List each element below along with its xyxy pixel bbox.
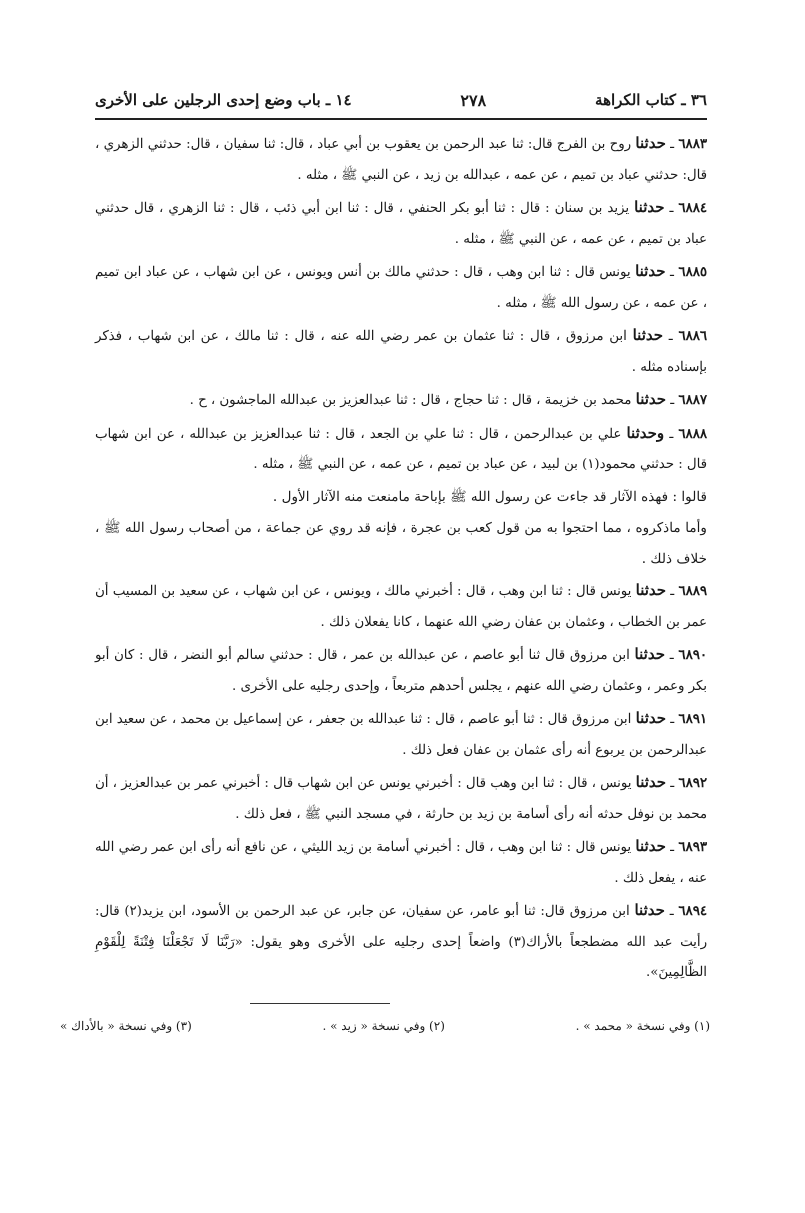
hadith-text: ابن مرزوق ، قال : ثنا عثمان بن عمر رضي الله عنه ، قال : ثنا مالك ، عن ابن شهاب ، فذكر بإسناده مثله . [95, 329, 707, 375]
hadith-number: ٦٨٨٨ [678, 426, 707, 442]
hadith-text: محمد بن خزيمة ، قال : ثنا حجاج ، قال : ثنا عبدالعزيز بن عبدالله الماجشون ، ح . [189, 393, 632, 408]
hadith-number: ٦٨٩٤ [678, 904, 707, 919]
hadith-opening: وحدثنا [626, 423, 665, 442]
hadith-text: يزيد بن سنان : قال : ثنا أبو بكر الحنفي ، قال : ثنا ابن أبي ذئب ، قال : ثنا الزهري ، قال حدثني عباد بن تميم ، عن عمه ، عن النبي ﷺ ، مثله . [95, 201, 707, 247]
hadith-6885: ٦٨٨٥ ـ حدثنا يونس قال : ثنا ابن وهب ، قال : حدثني مالك بن أنس ويونس ، عن ابن شهاب ، عن عباد ابن تميم ، عن عمه ، عن رسول الله ﷺ ، مثله . [95, 262, 707, 311]
hadith-number: ٦٨٨٦ [678, 329, 708, 344]
hadith-opening: حدثنا [635, 773, 667, 791]
hadith-6887: ٦٨٨٧ ـ حدثنا محمد بن خزيمة ، قال : ثنا حجاج ، قال : ثنا عبدالعزيز بن عبدالله الماجشون ، ح . [189, 390, 707, 408]
hadith-opening: حدثنا [635, 134, 666, 152]
hadith-number: ٦٨٩٢ [678, 776, 707, 791]
chapter-title: ٣٦ ـ كتاب الكراهة [595, 91, 707, 109]
hadith-6893: ٦٨٩٣ ـ حدثنا يونس قال : ثنا ابن وهب ، قال : أخبرني أسامة بن زيد الليثي ، عن نافع أنه رأى ابن عمر رضي الله عنه ، يفعل ذلك . [95, 837, 707, 886]
hadith-number: ٦٨٨٥ [678, 265, 707, 280]
commentary-paragraph: وأما ماذكروه ، مما احتجوا به من قول كعب بن عجرة ، فإنه قد روي عن جماعة ، من أصحاب رسول الله ﷺ ، خلاف ذلك . [95, 520, 707, 567]
page-header [95, 86, 707, 114]
hadith-number: ٦٨٨٣ [678, 137, 707, 152]
hadith-text: يونس قال : ثنا ابن وهب ، قال : حدثني مالك بن أنس ويونس ، عن ابن شهاب ، عن عباد ابن تميم ، عن عمه ، عن رسول الله ﷺ ، مثله . [95, 265, 707, 311]
commentary-paragraph: قالوا : فهذه الآثار قد جاءت عن رسول الله ﷺ بإباحة مامنعت منه الآثار الأول . [272, 488, 707, 505]
hadith-6883: ٦٨٨٣ ـ حدثنا روح بن الفرج قال: ثنا عبد الرحمن بن يعقوب بن أبي عباد ، قال: ثنا سفيان ، قال: حدثني الزهري ، قال: حدثني عباد بن تميم ، عن عمه ، عبدالله بن زيد ، عن النبي ﷺ ، مثله . [95, 134, 707, 183]
footnotes [60, 1014, 710, 1038]
hadith-text: ابن مرزوق قال : ثنا أبو عاصم ، قال : ثنا عبدالله بن جعفر ، عن إسماعيل بن محمد ، عن سعيد ابن عبدالرحمن بن يربوع أنه رأى عثمان بن عفان فعل ذلك . [95, 712, 707, 758]
hadith-number: ٦٨٩١ [678, 712, 707, 727]
hadith-number: ٦٨٩٠ [678, 648, 707, 663]
hadith-text: ابن مرزوق قال: ثنا أبو عامر، عن سفيان، عن جابر، عن عبد الرحمن بن الأسود، ابن يزيد(٢) قال: رأيت عبد الله مضطجعاً بالأراك(٣) واضعاً إحدى رجليه على الأخرى وهو يقول: «رَبَّنَا لَا تَجْعَلْنَا فِتْنَةً لِلْقَوْمِ الظَّالِمِينَ». [95, 904, 707, 980]
footnote-3: (٣) وفي نسخة « بالأداك » [60, 1019, 192, 1033]
hadith-opening: حدثنا [634, 901, 665, 919]
hadith-6884: ٦٨٨٤ ـ حدثنا يزيد بن سنان : قال : ثنا أبو بكر الحنفي ، قال : ثنا ابن أبي ذئب ، قال : ثنا الزهري ، قال حدثني عباد بن تميم ، عن عمه ، عن النبي ﷺ ، مثله . [95, 198, 707, 247]
hadith-opening: حدثنا [634, 645, 665, 663]
section-title: ١٤ ـ باب وضع إحدى الرجلين على الأخرى [95, 91, 352, 109]
hadith-6891: ٦٨٩١ ـ حدثنا ابن مرزوق قال : ثنا أبو عاصم ، قال : ثنا عبدالله بن جعفر ، عن إسماعيل بن محمد ، عن سعيد ابن عبدالرحمن بن يربوع أنه رأى عثمان بن عفان فعل ذلك . [95, 709, 707, 758]
hadith-6888: ٦٨٨٨ ـ وحدثنا علي بن عبدالرحمن ، قال : ثنا علي بن الجعد ، قال : ثنا عبدالعزيز بن عبدالله ، عن ابن شهاب قال : حدثني محمود(١) بن لبيد ، عن عباد بن تميم ، عن عمه ، عن النبي ﷺ ، مثله . [95, 423, 707, 472]
hadith-opening: حدثنا [635, 390, 667, 408]
footnote-2: (٢) وفي نسخة « زيد » . [322, 1019, 445, 1033]
hadith-opening: حدثنا [635, 837, 666, 855]
hadith-text: يونس قال : ثنا ابن وهب ، قال : أخبرني أسامة بن زيد الليثي ، عن نافع أنه رأى ابن عمر رضي الله عنه ، يفعل ذلك . [95, 840, 707, 886]
hadith-text: يونس ، قال : ثنا ابن وهب قال : أخبرني يونس عن ابن شهاب قال : أخبرني عمر بن عبدالعزيز ، أن محمد بن نوفل حدثه أنه رأى أسامة بن زيد بن حارثة ، في مسجد النبي ﷺ ، فعل ذلك . [94, 776, 707, 822]
hadith-6892: ٦٨٩٢ ـ حدثنا يونس ، قال : ثنا ابن وهب قال : أخبرني يونس عن ابن شهاب قال : أخبرني عمر بن عبدالعزيز ، أن محمد بن نوفل حدثه أنه رأى أسامة بن زيد بن حارثة ، في مسجد النبي ﷺ ، فعل ذلك . [94, 773, 707, 822]
hadith-number: ٦٨٨٤ [678, 201, 707, 216]
main-text [95, 128, 707, 990]
hadith-text: علي بن عبدالرحمن ، قال : ثنا علي بن الجعد ، قال : ثنا عبدالعزيز بن عبدالله ، عن ابن شهاب قال : حدثني محمود(١) بن لبيد ، عن عباد بن تميم ، عن عمه ، عن النبي ﷺ ، مثله . [95, 426, 707, 472]
hadith-text: يونس قال : ثنا ابن وهب ، قال : أخبرني مالك ، ويونس ، عن ابن شهاب ، عن سعيد بن المسيب أن عمر بن الخطاب ، وعثمان بن عفان رضي الله عنهما ، كانا يفعلان ذلك . [95, 584, 707, 630]
hadith-number: ٦٨٨٩ [678, 584, 708, 599]
hadith-opening: حدثنا [632, 326, 664, 344]
hadith-opening: حدثنا [635, 262, 666, 280]
hadith-number: ٦٨٨٧ [678, 393, 707, 408]
hadith-text: روح بن الفرج قال: ثنا عبد الرحمن بن يعقوب بن أبي عباد ، قال: ثنا سفيان ، قال: حدثني الزهري ، قال: حدثني عباد بن تميم ، عن عمه ، عبدالله بن زيد ، عن النبي ﷺ ، مثله . [95, 137, 707, 183]
hadith-6894: ٦٨٩٤ ـ حدثنا ابن مرزوق قال: ثنا أبو عامر، عن سفيان، عن جابر، عن عبد الرحمن بن الأسود، ابن يزيد(٢) قال: رأيت عبد الله مضطجعاً بالأراك(٣) واضعاً إحدى رجليه على الأخرى وهو يقول: «رَبَّنَا لَا تَجْعَلْنَا فِتْنَةً لِلْقَوْمِ الظَّالِمِينَ». [95, 901, 707, 980]
footnote-1: (١) وفي نسخة « محمد » . [575, 1019, 710, 1033]
page-number: ٢٧٨ [460, 90, 487, 110]
hadith-opening: حدثنا [635, 581, 667, 599]
hadith-6889: ٦٨٨٩ ـ حدثنا يونس قال : ثنا ابن وهب ، قال : أخبرني مالك ، ويونس ، عن ابن شهاب ، عن سعيد بن المسيب أن عمر بن الخطاب ، وعثمان بن عفان رضي الله عنهما ، كانا يفعلان ذلك . [95, 581, 708, 630]
hadith-6886: ٦٨٨٦ ـ حدثنا ابن مرزوق ، قال : ثنا عثمان بن عمر رضي الله عنه ، قال : ثنا مالك ، عن ابن شهاب ، فذكر بإسناده مثله . [95, 326, 708, 375]
hadith-6890: ٦٨٩٠ ـ حدثنا ابن مرزوق قال ثنا أبو عاصم ، عن عبدالله بن عمر ، قال : حدثني سالم أبو النضر ، قال : كان أبو بكر وعمر ، وعثمان رضي الله عنهم ، يجلس أحدهم متربعاً ، وإحدى رجليه على الأخرى . [95, 645, 707, 694]
hadith-opening: حدثنا [635, 709, 667, 727]
hadith-number: ٦٨٩٣ [678, 840, 707, 855]
footnote-divider [250, 1003, 390, 1004]
header-divider [95, 118, 707, 120]
hadith-text: ابن مرزوق قال ثنا أبو عاصم ، عن عبدالله بن عمر ، قال : حدثني سالم أبو النضر ، قال : كان أبو بكر وعمر ، وعثمان رضي الله عنهم ، يجلس أحدهم متربعاً ، وإحدى رجليه على الأخرى . [95, 648, 707, 694]
hadith-opening: حدثنا [634, 198, 665, 216]
